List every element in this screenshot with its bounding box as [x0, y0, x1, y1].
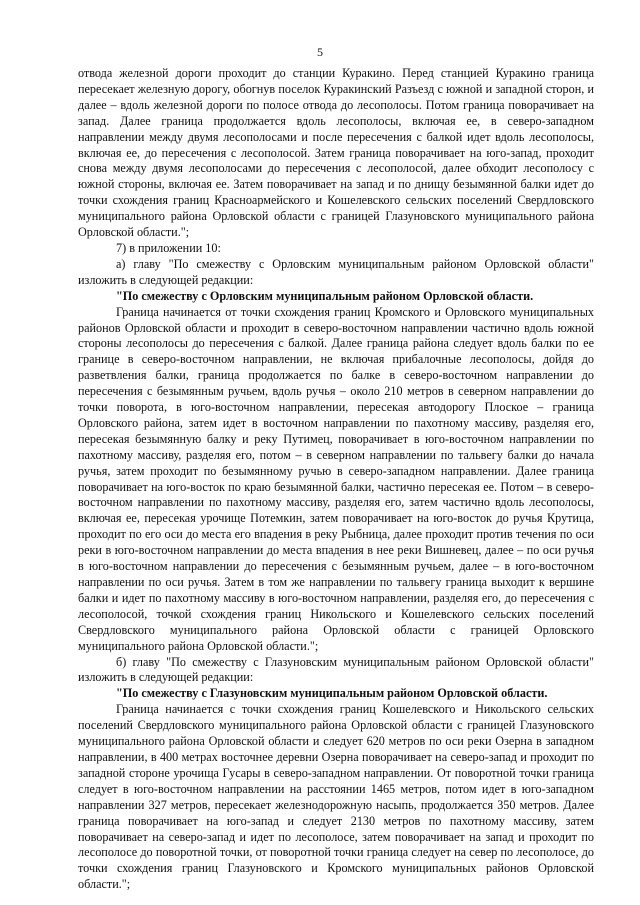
page-number: 5: [317, 45, 323, 59]
heading-glazunovsky-district: "По смежеству с Глазуновским муниципальным районом Орловской области.: [116, 686, 548, 701]
heading-orlovsky-district: "По смежеству с Орловским муниципальным районом Орловской области.: [116, 288, 534, 303]
paragraph-amendment-b: б) главу "По смежеству с Глазуновским муниципальным районом Орловской области" изложить в следующей редакции:: [78, 654, 594, 685]
paragraph-railway-boundary: отвода железной дороги проходит до станции Куракино. Перед станцией Куракино граница пересекает железную дорогу, обогнув поселок Куракинский Разъезд с южной и западной сторон, и далее – вдоль железной дороги по полосе отвода до лесополосы. Потом граница поворачивает на запад. Далее граница продолжается вдоль лесополосы, включая ее, в северо-западном направлении между двумя лесополосами и после пересечения с балкой идет вдоль лесополосы, включая ее, до пересечения с лесополосой. Затем граница поворачивает на юго-запад, проходит снова между двумя лесополосами до пересечения с лесополосой, далее обходит лесополосу с южной стороны, включая ее. Затем поворачивает на запад и по днищу безымянной балки идет до точки схождения границ Красноармейского и Кошелевского сельских поселений Свердловского муниципального района Орловской области с границей Глазуновского муниципального района Орловской области.";: [78, 66, 594, 240]
paragraph-orlovsky-boundary: Граница начинается от точки схождения границ Кромского и Орловского муниципальных районов Орловской области и проходит в северо-восточном направлении частично вдоль южной стороны лесополосы до пересечения с балкой. Далее граница района следует вдоль балки по ее границе в северо-восточном направлении, не включая прибалочные лесополосы, дойдя до разветвления балки, граница продолжается по балке в северо-восточном направлении до пересечения с безымянным ручьем, вдоль ручья – около 210 метров в северном направлении до точки поворота, в юго-восточном направлении, пересекая автодорогу Плоское – граница Орловского района, затем идет в восточном направлении по пахотному массиву, разделяя его, пересекая безымянную балку и реку Путимец, поворачивает в юго-восточном направлении по пахотному массиву, разделяя его, потом – в северном направлении по тальвегу балки до начала ручья, затем проходит по безымянному ручью в северо-западном направлении. Далее граница поворачивает на юго-восток по краю безымянной балки, частично пересекая ее. Потом – в северо-восточном направлении по пахотному массиву, разделяя его, затем частично вдоль лесополосы, включая ее, пересекая урочище Потемкин, затем поворачивает на юго-восток до ручья Крутица, проходит по его оси до места его впадения в реку Рыбница, далее проходит против течения по оси реки в юго-восточном направлении до места впадения в нее реки Вишневец, далее – по оси ручья в юго-восточном направлении до пересечения с безымянным ручьем, далее – в юго-восточном направлении по оси ручья. Затем в том же направлении по тальвегу граница выходит к вершине балки и идет по пахотному массиву в юго-восточном направлении, разделяя его, до пересечения с лесополосой, точкой схождения границ Никольского и Кошелевского сельских поселений Свердловского муниципального района Орловской области с границей Орловского муниципального района Орловской области.";: [78, 304, 594, 653]
document-body: [78, 66, 594, 893]
paragraph-glazunovsky-boundary: Граница начинается с точки схождения границ Кошелевского и Никольского сельских поселений Свердловского муниципального района Орловской области с границей Глазуновского муниципального района Орловской области и следует 620 метров по оси реки Озерна в западном направлении, в 400 метрах восточнее деревни Озерна поворачивает на северо-запад и проходит по западной стороне урочища Гусары в северо-западном направлении. От поворотной точки граница следует в юго-восточном направлении на расстоянии 1465 метров, потом идет в юго-западном направлении 327 метров, пересекает железнодорожную насыпь, продолжается 350 метров. Далее граница поворачивает на юго-запад и следует 2130 метров по пахотному массиву, затем поворачивает на северо-запад и идет по лесополосе, затем поворачивает на запад и проходит по лесополосе до поворотной точки, от поворотной точки граница следует на север по лесополосе, до точки схождения границ Глазуновского и Кромского муниципальных районов Орловской области.";: [78, 702, 594, 892]
paragraph-appendix-10: 7) в приложении 10:: [116, 240, 221, 255]
paragraph-amendment-a: а) главу "По смежеству с Орловским муниципальным районом Орловской области" изложить в следующей редакции:: [78, 256, 594, 287]
